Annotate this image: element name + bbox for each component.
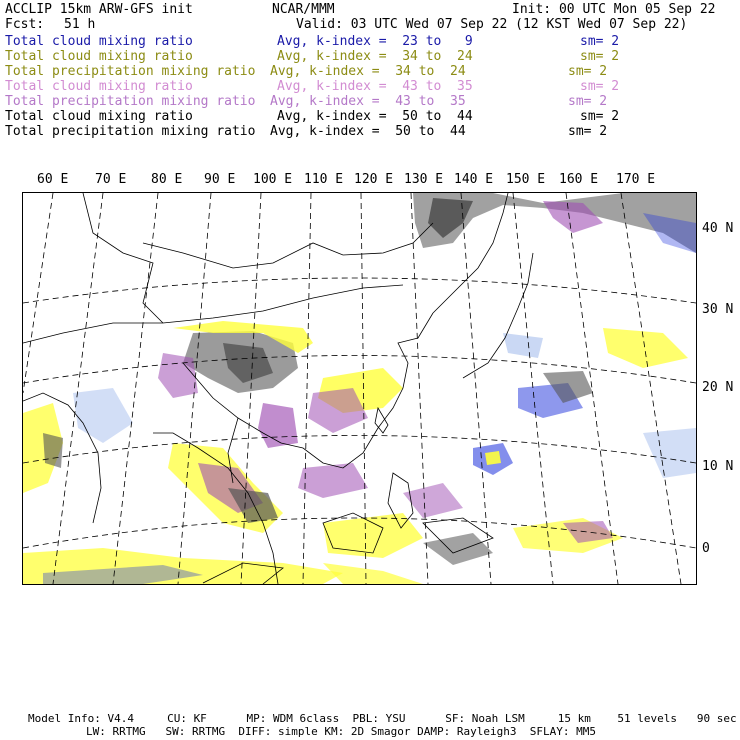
legend-row — [5, 64, 735, 79]
precip-field — [298, 463, 368, 498]
latitude-line — [23, 436, 696, 464]
longitude-line — [53, 193, 103, 584]
legend-field: Total cloud mixing ratio — [5, 49, 193, 64]
cloud-field — [423, 533, 493, 565]
longitude-line — [621, 193, 681, 584]
model-physics: LW: RRTMG SW: RRTMG DIFF: simple KM: 2D Smagor DAMP: Rayleigh3 SFLAY: MM5 — [86, 725, 596, 738]
border — [143, 223, 433, 268]
legend-range: Avg, k-index = 43 to 35 — [270, 94, 466, 109]
lat-label: 10 N — [702, 459, 734, 474]
lat-label: 30 N — [702, 302, 734, 317]
legend-field: Total cloud mixing ratio — [5, 34, 193, 49]
precip-field — [403, 483, 463, 518]
longitude-line — [411, 193, 428, 584]
legend-range: Avg, k-index = 43 to 35 — [277, 79, 473, 94]
cloud-field — [323, 563, 423, 584]
lon-label: 60 E — [37, 172, 69, 187]
lon-label: 160 E — [559, 172, 599, 187]
legend-smooth: sm= 2 — [568, 94, 608, 109]
coastline-layer — [23, 193, 533, 584]
legend-smooth: sm= 2 — [580, 109, 620, 124]
longitude-line — [303, 193, 311, 584]
legend-row — [5, 34, 735, 49]
legend-row — [5, 124, 735, 139]
lon-label: 130 E — [404, 172, 444, 187]
lon-label: 80 E — [151, 172, 183, 187]
model-title: ACCLIP 15km ARW-GFS init — [5, 2, 193, 17]
legend-range: Avg, k-index = 50 to 44 — [270, 124, 466, 139]
legend-range: Avg, k-index = 50 to 44 — [277, 109, 473, 124]
lon-label: 140 E — [454, 172, 494, 187]
legend-row — [5, 49, 735, 64]
legend-smooth: sm= 2 — [580, 79, 620, 94]
legend-smooth: sm= 2 — [580, 34, 620, 49]
coastline — [463, 253, 533, 378]
lon-label: 170 E — [616, 172, 656, 187]
cloud-field — [643, 428, 696, 478]
legend-range: Avg, k-index = 23 to 9 — [277, 34, 473, 49]
latitude-line — [23, 278, 696, 303]
legend-field: Total cloud mixing ratio — [5, 79, 193, 94]
cloud-field — [73, 388, 133, 443]
lon-label: 90 E — [204, 172, 236, 187]
field-layer — [23, 193, 696, 584]
longitude-line — [461, 193, 491, 584]
cloud-field — [603, 328, 688, 368]
legend-row — [5, 79, 735, 94]
lon-label: 110 E — [304, 172, 344, 187]
init-time: Init: 00 UTC Mon 05 Sep 22 — [512, 2, 716, 17]
map-panel — [22, 192, 697, 585]
legend-field: Total precipitation mixing ratio — [5, 64, 256, 79]
legend-smooth: sm= 2 — [568, 64, 608, 79]
model-info: Model Info: V4.4 CU: KF MP: WDM 6class PBL: YSU SF: Noah LSM 15 km 51 levels 90 sec — [28, 712, 737, 725]
lon-label: 100 E — [253, 172, 293, 187]
cloud-field — [485, 451, 501, 465]
lon-label: 120 E — [354, 172, 394, 187]
legend-field: Total cloud mixing ratio — [5, 109, 193, 124]
valid-time: Valid: 03 UTC Wed 07 Sep 22 (12 KST Wed 07 Sep 22) — [296, 17, 688, 32]
forecast-label: Fcst: — [5, 17, 45, 32]
legend-range: Avg, k-index = 34 to 24 — [277, 49, 473, 64]
forecast-hour: 51 h — [64, 17, 96, 32]
cloud-field — [503, 333, 543, 358]
legend-row — [5, 109, 735, 124]
longitude-line — [23, 193, 53, 393]
legend-smooth: sm= 2 — [580, 49, 620, 64]
legend-field: Total precipitation mixing ratio — [5, 124, 256, 139]
lat-label: 0 — [702, 541, 710, 556]
lat-label: 40 N — [702, 221, 734, 236]
legend-field: Total precipitation mixing ratio — [5, 94, 256, 109]
lat-label: 20 N — [702, 380, 734, 395]
cloud-field — [43, 433, 63, 468]
legend-smooth: sm= 2 — [568, 124, 608, 139]
lon-label: 150 E — [506, 172, 546, 187]
legend-range: Avg, k-index = 34 to 24 — [270, 64, 466, 79]
precip-field — [158, 353, 198, 398]
longitude-line — [113, 193, 158, 584]
lon-label: 70 E — [95, 172, 127, 187]
legend-row — [5, 94, 735, 109]
org-label: NCAR/MMM — [272, 2, 335, 17]
